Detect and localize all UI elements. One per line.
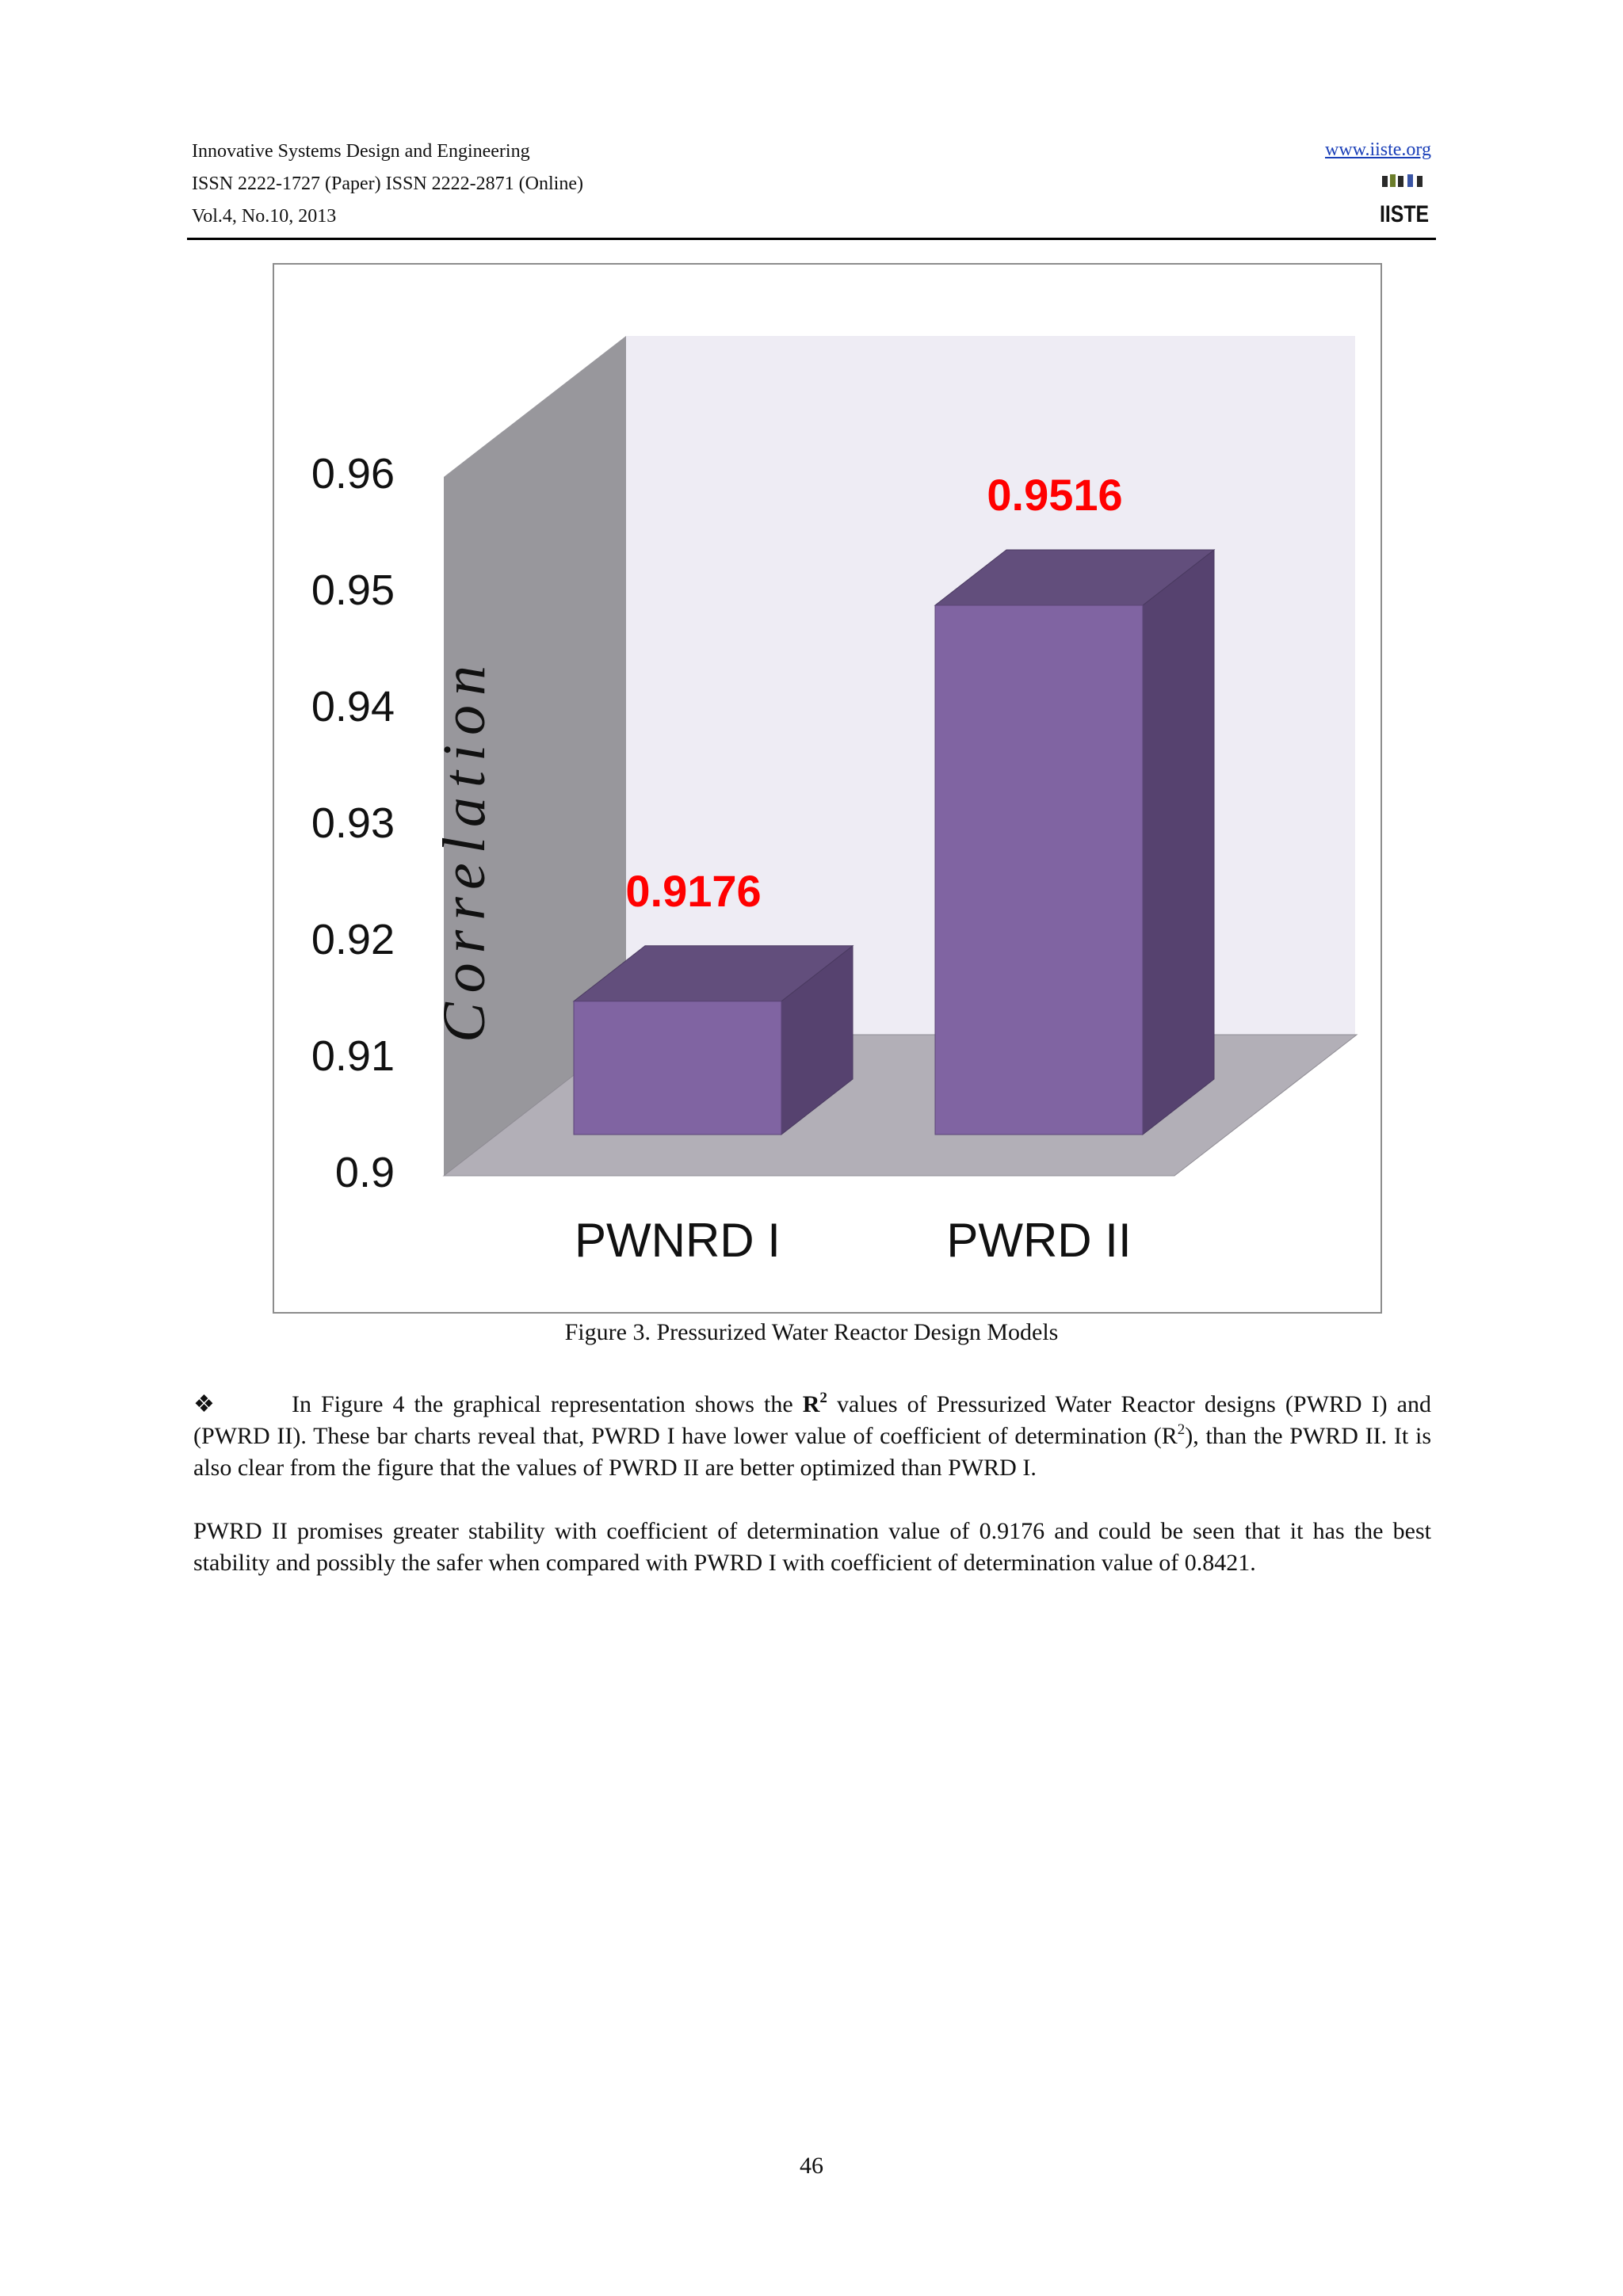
x-axis-categories: [575, 1214, 1132, 1267]
y-tick-label: 0.94: [311, 683, 395, 730]
p1-text-c: ), than the PWRD II. It is also clear from the figure that the values of PWRD II are better optimized than PWRD I.: [193, 1423, 1431, 1481]
header-url-link[interactable]: www.iiste.org: [1325, 139, 1431, 160]
header-volume: Vol.4, No.10, 2013: [192, 206, 337, 227]
category-label: PWNRD I: [575, 1214, 781, 1267]
data-label: 0.9176: [625, 865, 762, 916]
y-tick-label: 0.9: [334, 1149, 395, 1196]
y-tick-label: 0.92: [311, 916, 395, 963]
y-axis-label: Correlation: [431, 655, 498, 1043]
data-label: 0.9516: [987, 469, 1123, 520]
p1-sup2: 2: [1177, 1421, 1186, 1438]
y-tick-label: 0.91: [311, 1032, 395, 1080]
y-tick-label: 0.95: [311, 566, 395, 614]
iiste-logo: [1377, 171, 1431, 227]
bar-chart: [274, 265, 1381, 1312]
header-issn: ISSN 2222-1727 (Paper) ISSN 2222-2871 (Online): [192, 174, 583, 194]
bar-front: [574, 1001, 781, 1135]
y-tick-label: 0.93: [311, 799, 395, 847]
header-rule: [187, 238, 1436, 240]
p1-r: R: [802, 1391, 820, 1417]
figure-frame: [273, 263, 1382, 1314]
category-label: PWRD II: [946, 1214, 1132, 1267]
bar-front: [935, 605, 1143, 1135]
header-journal-title: Innovative Systems Design and Engineering: [192, 141, 530, 162]
page-number: 46: [800, 2153, 823, 2179]
bar-2: [935, 550, 1214, 1135]
bar-side: [1143, 550, 1214, 1135]
bullet-icon: ❖: [193, 1391, 215, 1417]
paragraph-1: [193, 1389, 1431, 1484]
svg-text:IISTE: IISTE: [1380, 201, 1429, 227]
p1-text-a: In Figure 4 the graphical representation shows the: [292, 1391, 803, 1417]
p1-sup: 2: [819, 1390, 827, 1406]
paragraph-2: PWRD II promises greater stability with coefficient of determination value of 0.9176 and could be seen that it has the best stability and possibly the safer when compared with PWRD I with coefficient of determination value of 0.8421.: [193, 1518, 1431, 1576]
p1-text-b: values of Pressurized Water Reactor designs (PWRD I) and (PWRD II). These bar charts reveal that, PWRD I have lower value of coefficient of determination (R: [193, 1391, 1431, 1449]
y-axis-ticks: [311, 450, 395, 1196]
bar-1: [574, 946, 853, 1135]
figure-caption: Figure 3. Pressurized Water Reactor Design Models: [564, 1319, 1059, 1345]
y-tick-label: 0.96: [311, 450, 395, 498]
